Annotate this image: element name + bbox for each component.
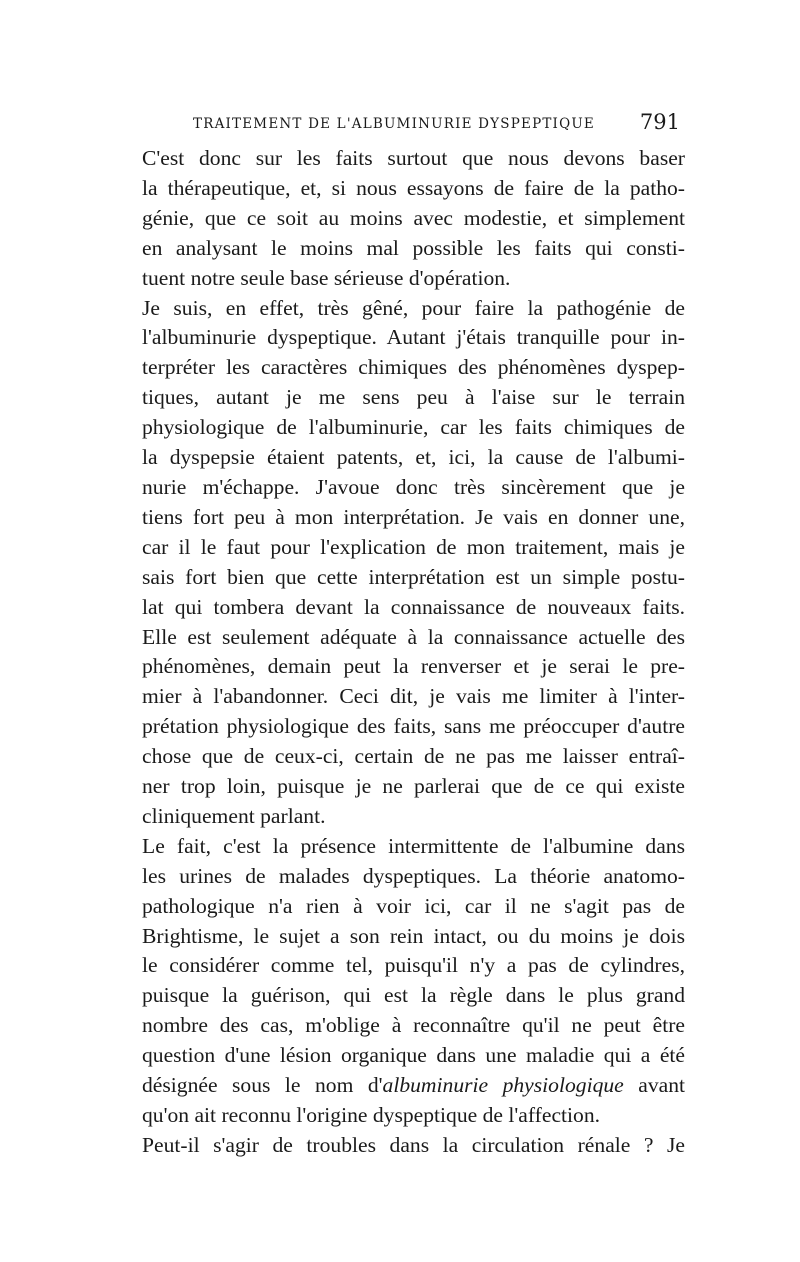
- text-line: pathologique n'a rien à voir ici, car il ne s'agit pas de: [142, 893, 685, 918]
- page-header: [115, 104, 685, 144]
- text-line: Brightisme, le sujet a son rein intact, ou du moins je dois: [142, 923, 685, 948]
- paragraph-3: [115, 832, 685, 1131]
- text-line: car il le faut pour l'explication de mon traitement, mais je: [142, 534, 685, 559]
- text-line: lat qui tombera devant la connaissance de nouveaux faits.: [142, 594, 685, 619]
- text-line: nombre des cas, m'oblige à reconnaître qu'il ne peut être: [142, 1013, 685, 1038]
- running-head: TRAITEMENT DE L'ALBUMINURIE DYSPEPTIQUE: [193, 116, 595, 132]
- text-line: Peut-il s'agir de troubles dans la circulation rénale ? Je: [142, 1132, 685, 1157]
- text-line: le considérer comme tel, puisqu'il n'y a pas de cylindres,: [142, 953, 685, 978]
- text-line: phénomènes, demain peut la renverser et je serai le pre-: [142, 654, 685, 679]
- book-page: [115, 104, 685, 1161]
- text-segment: avant: [623, 1073, 685, 1098]
- text-line-with-italic: [115, 1071, 685, 1101]
- text-line: tiques, autant je me sens peu à l'aise sur le terrain: [142, 385, 685, 410]
- text-line: physiologique de l'albuminurie, car les faits chimiques de: [142, 415, 685, 440]
- text-line: Elle est seulement adéquate à la connaissance actuelle des: [142, 624, 685, 649]
- text-line: tiens fort peu à mon interprétation. Je vais en donner une,: [142, 504, 685, 529]
- text-segment: désignée sous le nom d': [142, 1073, 383, 1098]
- text-line: terpréter les caractères chimiques des phénomènes dyspep-: [142, 355, 685, 380]
- text-line: nurie m'échappe. J'avoue donc très sincèrement que je: [142, 474, 685, 499]
- text-line: tuent notre seule base sérieuse d'opération.: [142, 265, 511, 290]
- italic-term: albuminurie physiologique: [382, 1073, 624, 1098]
- paragraph-1: [115, 144, 685, 294]
- text-line: C'est donc sur les faits surtout que nous devons baser: [142, 146, 685, 170]
- text-line: puisque la guérison, qui est la règle dans le plus grand: [142, 983, 685, 1008]
- text-line: question d'une lésion organique dans une maladie qui a été: [142, 1043, 685, 1068]
- text-line: génie, que ce soit au moins avec modestie, et simplement: [142, 205, 685, 230]
- text-line: en analysant le moins mal possible les faits qui consti-: [142, 235, 685, 260]
- text-line: mier à l'abandonner. Ceci dit, je vais me limiter à l'inter-: [142, 684, 685, 709]
- text-line: Le fait, c'est la présence intermittente de l'albumine dans: [142, 833, 685, 858]
- text-line: les urines de malades dyspeptiques. La théorie anatomo-: [142, 863, 685, 888]
- page-number: 791: [639, 110, 680, 134]
- paragraph-4: [115, 1131, 685, 1161]
- text-line: qu'on ait reconnu l'origine dyspeptique de l'affection.: [142, 1103, 601, 1127]
- text-line: la dyspepsie étaient patents, et, ici, la cause de l'albumi-: [142, 445, 685, 470]
- paragraph-2: [115, 294, 685, 832]
- text-line: cliniquement parlant.: [142, 803, 326, 828]
- text-line: ner trop loin, puisque je ne parlerai que de ce qui existe: [142, 774, 685, 799]
- body-text: [115, 144, 685, 1161]
- text-line: l'albuminurie dyspeptique. Autant j'étais tranquille pour in-: [142, 325, 685, 350]
- text-line: la thérapeutique, et, si nous essayons de faire de la patho-: [142, 175, 685, 200]
- text-line: sais fort bien que cette interprétation est un simple postu-: [142, 564, 685, 589]
- text-line: chose que de ceux-ci, certain de ne pas me laisser entraî-: [142, 744, 685, 769]
- text-line: Je suis, en effet, très gêné, pour faire la pathogénie de: [142, 295, 685, 320]
- text-line: prétation physiologique des faits, sans me préoccuper d'autre: [142, 714, 685, 739]
